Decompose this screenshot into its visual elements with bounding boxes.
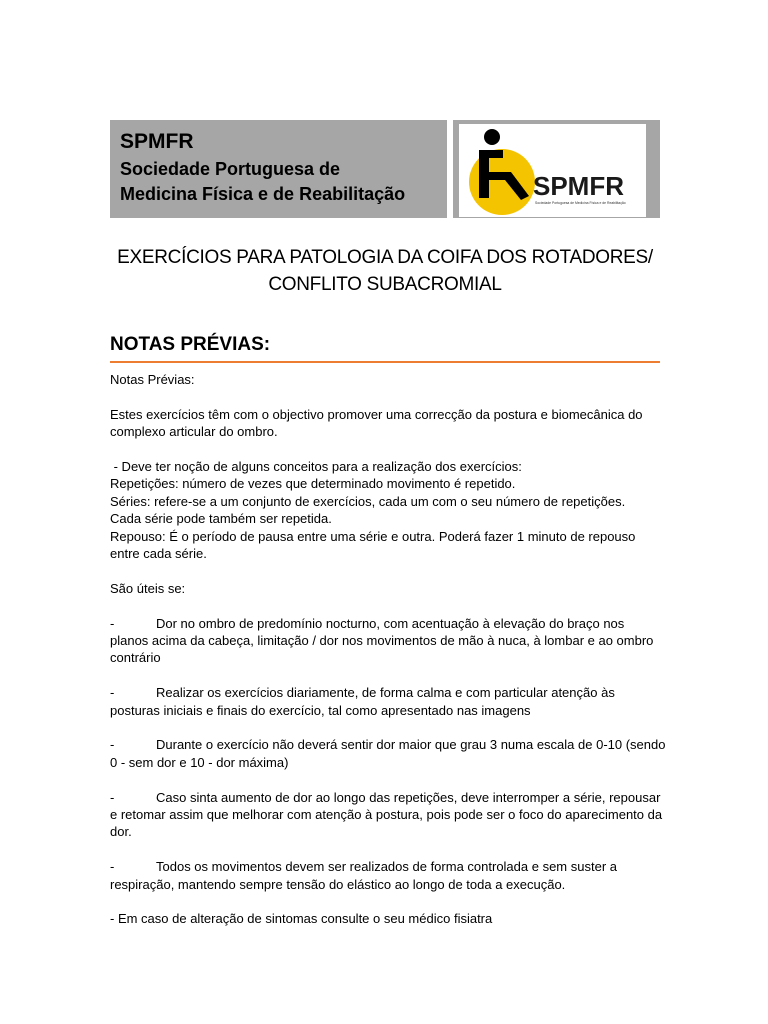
concepts-block [110,458,666,562]
closing-note: - Em caso de alteração de sintomas consulte o seu médico fisiatra [110,911,493,927]
spmfr-logo [459,124,646,217]
logo-panel [453,120,660,218]
bullet-dash: - [110,615,115,631]
document-body [110,371,666,928]
useful-if-label: São úteis se: [110,580,186,596]
bullet-dash: - [110,859,115,875]
bullet-text: Caso sinta aumento de dor ao longo das repetições, deve interromper a série, repousar e retomar assim que melhorar com atenção à postura, pois pode ser o foco do aparecimento da dor. [110,789,663,840]
bullet-item [110,858,666,893]
bullet-text: Todos os movimentos devem ser realizados de forma controlada e sem suster a respiração, mantendo sempre tensão do elástico ao longo de toda a execução. [110,859,617,892]
definition-rest: Repouso: É o período de pausa entre uma série e outra. Poderá fazer 1 minuto de repouso entre cada série. [110,528,636,562]
bullet-dash: - [110,685,115,701]
section-heading: NOTAS PRÉVIAS: [110,332,660,363]
definition-repetitions: Repetições: número de vezes que determinado movimento é repetido. [110,476,516,492]
org-acronym: SPMFR [120,130,194,153]
org-name-line-2: Medicina Física e de Reabilitação [120,184,406,204]
logo-wordmark: SPMFR [533,171,624,201]
bullet-text: Durante o exercício não deverá sentir dor maior que grau 3 numa escala de 0-10 (sendo 0 - sem dor e 10 - dor máxima) [110,737,666,770]
logo-graphic [459,124,646,217]
definition-series: Séries: refere-se a um conjunto de exercícios, cada um com o seu número de repetições. [110,493,626,509]
document-title [110,244,660,298]
bullet-text: Realizar os exercícios diariamente, de forma calma e com particular atenção às posturas iniciais e finais do exercício, tal como apresentado nas imagens [110,685,615,718]
title-line-2: CONFLITO SUBACROMIAL [268,274,502,295]
bullet-item [110,736,666,771]
bullet-item [110,789,666,841]
intro-label: Notas Prévias: [110,372,195,387]
bullet-item [110,684,666,719]
bullet-dash: - [110,789,115,805]
concepts-intro: - Deve ter noção de alguns conceitos para a realização dos exercícios: [110,459,522,474]
objective-paragraph: Estes exercícios têm com o objectivo promover uma correcção da postura e biomecânica do complexo articular do ombro. [110,406,643,440]
series-note: Cada série pode também ser repetida. [110,511,332,527]
title-line-1: EXERCÍCIOS PARA PATOLOGIA DA COIFA DOS ROTADORES/ [117,247,653,268]
org-full-name [120,157,447,207]
bullet-text: Dor no ombro de predomínio nocturno, com acentuação à elevação do braço nos planos acima da cabeça, limitação / dor nos movimentos de mão à nuca, à lombar e ao ombro contrário [110,615,654,666]
bullet-dash: - [110,737,115,753]
logo-subtext: Sociedade Portuguesa de Medicina Física e de Reabilitação [535,201,626,205]
bullet-item [110,615,666,667]
logo-head-icon [484,129,500,145]
header-banner [110,120,447,218]
logo-wheel-icon [469,149,535,215]
org-name-line-1: Sociedade Portuguesa de [120,159,341,179]
